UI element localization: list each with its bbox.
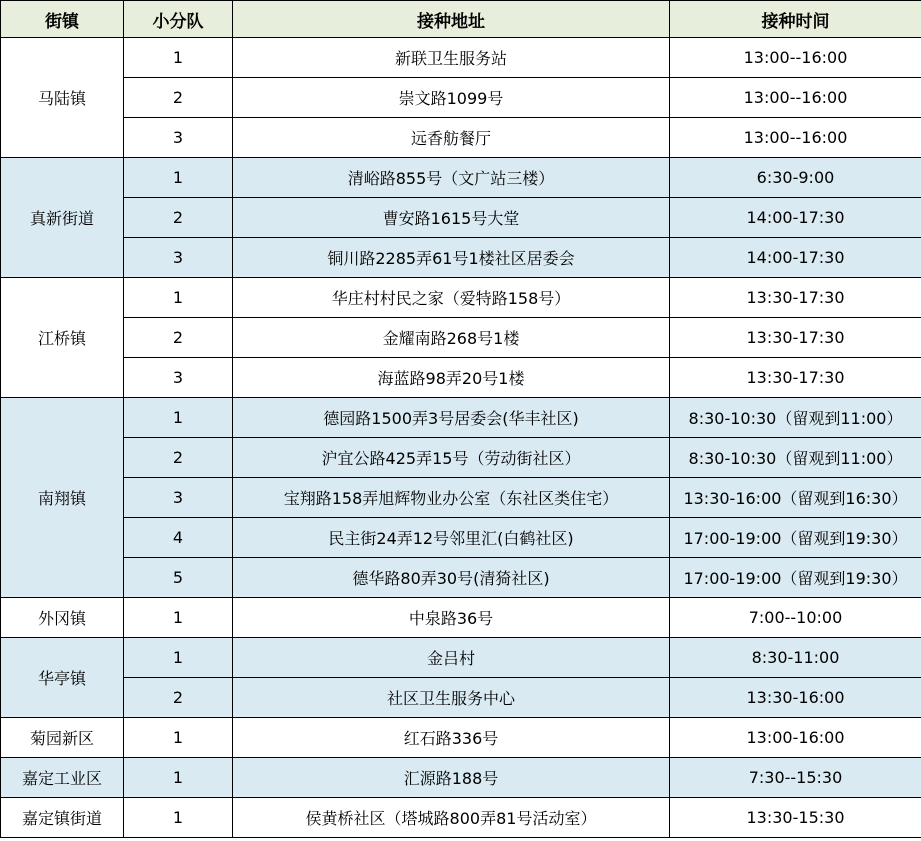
address-cell: 红石路336号 xyxy=(233,718,670,758)
time-cell: 13:30-17:30 xyxy=(670,318,921,358)
time-cell: 8:30-10:30（留观到11:00） xyxy=(670,438,921,478)
team-cell: 1 xyxy=(124,638,233,678)
time-cell: 13:00-16:00 xyxy=(670,718,921,758)
time-cell: 13:30-17:30 xyxy=(670,278,921,318)
town-cell: 真新街道 xyxy=(1,158,124,278)
time-cell: 7:30--15:30 xyxy=(670,758,921,798)
table-row xyxy=(1,558,921,598)
address-cell: 清峪路855号（文广站三楼） xyxy=(233,158,670,198)
address-cell: 曹安路1615号大堂 xyxy=(233,198,670,238)
header-small-team: 小分队 xyxy=(124,1,233,38)
table-row xyxy=(1,398,921,438)
time-cell: 13:30-15:30 xyxy=(670,798,921,838)
table-row xyxy=(1,598,921,638)
time-cell: 13:00--16:00 xyxy=(670,78,921,118)
team-cell: 2 xyxy=(124,78,233,118)
table-row xyxy=(1,118,921,158)
address-cell: 金吕村 xyxy=(233,638,670,678)
time-cell: 13:30-16:00（留观到16:30） xyxy=(670,478,921,518)
table-body xyxy=(1,38,921,838)
town-cell: 菊园新区 xyxy=(1,718,124,758)
table-row xyxy=(1,318,921,358)
time-cell: 13:00--16:00 xyxy=(670,118,921,158)
address-cell: 海蓝路98弄20号1楼 xyxy=(233,358,670,398)
table-row xyxy=(1,38,921,78)
address-cell: 新联卫生服务站 xyxy=(233,38,670,78)
address-cell: 铜川路2285弄61号1楼社区居委会 xyxy=(233,238,670,278)
table-row xyxy=(1,78,921,118)
town-cell: 马陆镇 xyxy=(1,38,124,158)
team-cell: 3 xyxy=(124,238,233,278)
team-cell: 3 xyxy=(124,478,233,518)
address-cell: 宝翔路158弄旭辉物业办公室（东社区类住宅） xyxy=(233,478,670,518)
team-cell: 2 xyxy=(124,438,233,478)
table-header xyxy=(1,1,921,38)
team-cell: 1 xyxy=(124,598,233,638)
address-cell: 社区卫生服务中心 xyxy=(233,678,670,718)
address-cell: 金耀南路268号1楼 xyxy=(233,318,670,358)
address-cell: 德华路80弄30号(清猗社区) xyxy=(233,558,670,598)
town-cell: 南翔镇 xyxy=(1,398,124,598)
table-row xyxy=(1,278,921,318)
town-cell: 华亭镇 xyxy=(1,638,124,718)
time-cell: 14:00-17:30 xyxy=(670,238,921,278)
team-cell: 1 xyxy=(124,798,233,838)
town-cell: 外冈镇 xyxy=(1,598,124,638)
table-row xyxy=(1,478,921,518)
team-cell: 1 xyxy=(124,758,233,798)
address-cell: 德园路1500弄3号居委会(华丰社区) xyxy=(233,398,670,438)
time-cell: 7:00--10:00 xyxy=(670,598,921,638)
time-cell: 13:00--16:00 xyxy=(670,38,921,78)
table-row xyxy=(1,638,921,678)
time-cell: 8:30-10:30（留观到11:00） xyxy=(670,398,921,438)
team-cell: 1 xyxy=(124,278,233,318)
team-cell: 5 xyxy=(124,558,233,598)
address-cell: 侯黄桥社区（塔城路800弄81号活动室） xyxy=(233,798,670,838)
address-cell: 汇源路188号 xyxy=(233,758,670,798)
team-cell: 1 xyxy=(124,718,233,758)
team-cell: 2 xyxy=(124,318,233,358)
table-row xyxy=(1,518,921,558)
address-cell: 崇文路1099号 xyxy=(233,78,670,118)
team-cell: 3 xyxy=(124,118,233,158)
time-cell: 13:30-17:30 xyxy=(670,358,921,398)
address-cell: 远香舫餐厅 xyxy=(233,118,670,158)
team-cell: 4 xyxy=(124,518,233,558)
time-cell: 6:30-9:00 xyxy=(670,158,921,198)
address-cell: 华庄村村民之家（爱特路158号） xyxy=(233,278,670,318)
table-row xyxy=(1,358,921,398)
header-vaccination-address: 接种地址 xyxy=(233,1,670,38)
team-cell: 1 xyxy=(124,158,233,198)
table-row xyxy=(1,158,921,198)
table-row xyxy=(1,678,921,718)
time-cell: 13:30-16:00 xyxy=(670,678,921,718)
table-row xyxy=(1,438,921,478)
address-cell: 沪宜公路425弄15号（劳动街社区） xyxy=(233,438,670,478)
address-cell: 民主街24弄12号邻里汇(白鹤社区) xyxy=(233,518,670,558)
team-cell: 2 xyxy=(124,678,233,718)
header-vaccination-time: 接种时间 xyxy=(670,1,921,38)
header-street-town: 街镇 xyxy=(1,1,124,38)
town-cell: 嘉定镇街道 xyxy=(1,798,124,838)
team-cell: 1 xyxy=(124,398,233,438)
table-row xyxy=(1,798,921,838)
address-cell: 中泉路36号 xyxy=(233,598,670,638)
time-cell: 17:00-19:00（留观到19:30） xyxy=(670,518,921,558)
team-cell: 3 xyxy=(124,358,233,398)
time-cell: 17:00-19:00（留观到19:30） xyxy=(670,558,921,598)
table-row xyxy=(1,198,921,238)
team-cell: 1 xyxy=(124,38,233,78)
table-row xyxy=(1,718,921,758)
table-row xyxy=(1,758,921,798)
time-cell: 8:30-11:00 xyxy=(670,638,921,678)
table-row xyxy=(1,238,921,278)
time-cell: 14:00-17:30 xyxy=(670,198,921,238)
town-cell: 嘉定工业区 xyxy=(1,758,124,798)
header-row xyxy=(1,1,921,38)
town-cell: 江桥镇 xyxy=(1,278,124,398)
team-cell: 2 xyxy=(124,198,233,238)
